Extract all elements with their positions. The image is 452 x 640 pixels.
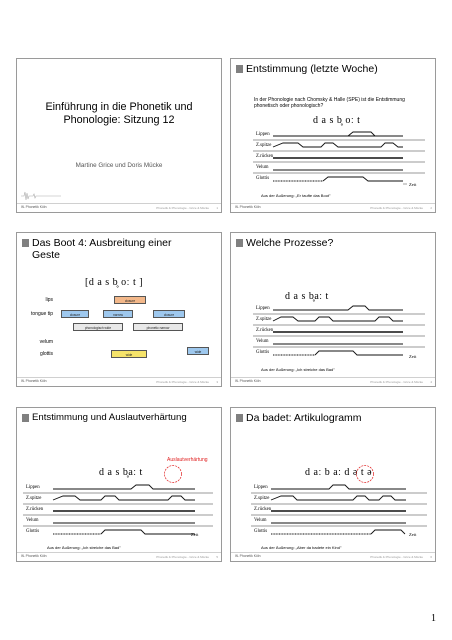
slide-1 (16, 58, 222, 213)
tier-label: Lippen (256, 132, 270, 137)
tier-label: Z.spitze (256, 143, 272, 148)
slide-footer: IfL Phonetik Köln Phonetik & Phonologie - Grice & Mücke 6 (231, 552, 435, 561)
highlight-circle (355, 464, 375, 484)
tier-label: Velum (256, 165, 269, 170)
tier-label: Z.spitze (254, 496, 270, 501)
tier-label: Velum (256, 339, 269, 344)
slide-footer: IfL Phonetik Köln Phonetik & Phonologie - Grice & Mücke 1 (17, 203, 221, 212)
bullet-square-icon (22, 414, 29, 422)
slide-title: Das Boot 4: Ausbreitung einer Geste (32, 237, 172, 261)
tier-label: Z.rücken (256, 328, 274, 333)
gesture-tier-label: glottis (39, 351, 53, 357)
bullet-square-icon (236, 239, 243, 247)
gesture-tier-label: tongue tip (31, 311, 53, 317)
articulogram (253, 130, 425, 190)
time-axis-label: Zeit (409, 532, 417, 537)
slide-title: Welche Prozesse? (246, 237, 334, 249)
time-axis-label: Zeit (191, 532, 199, 537)
tier-label: Z.spitze (256, 317, 272, 322)
slide-title: Entstimmung und Auslautverhärtung (32, 412, 187, 423)
slide-footer: IfL Phonetik Köln Phonetik & Phonologie - Grice & Mücke 4 (231, 377, 435, 386)
slide-caption: Aus der Äußerung: „Aber da badete ein Kind" (261, 545, 342, 550)
slide-footer: IfL Phonetik Köln Phonetik & Phonologie - Grice & Mücke 3 (17, 377, 221, 386)
tier-label: Z.spitze (26, 496, 42, 501)
gesture-box-wide: wide (187, 347, 209, 355)
slide-caption: Aus der Äußerung: „Er taufte das Boot" (261, 193, 331, 198)
tier-label: Velum (26, 518, 39, 523)
gesture-box-closure: closure (61, 310, 89, 318)
gesture-box-closure: closure (153, 310, 185, 318)
page-number: 1 (431, 613, 436, 624)
annotation-label: Auslautverhärtung (167, 457, 208, 463)
tier-label: Glottis (256, 350, 270, 355)
transcription: d a s b̥aː t (285, 291, 329, 302)
bullet-square-icon (22, 239, 29, 247)
slide-6 (230, 407, 436, 562)
slide-4 (230, 232, 436, 387)
waveform-logo (21, 190, 61, 202)
highlight-circle (163, 464, 183, 484)
slide-body: In der Phonologie nach Chomsky & Halle (SPE) ist die Entstimmung phonetisch oder phonologisch? (254, 97, 405, 109)
authors: Martine Grice und Doris Mücke (75, 162, 163, 169)
gesture-box-narrow: narrow (103, 310, 133, 318)
transcription: d a s b̥aː t (99, 467, 143, 478)
bullet-square-icon (236, 414, 243, 422)
slide-5 (16, 407, 222, 562)
tier-label: Glottis (254, 529, 268, 534)
gesture-box-wide: wide (111, 350, 147, 358)
slide-footer: IfL Phonetik Köln Phonetik & Phonologie - Grice & Mücke 5 (17, 552, 221, 561)
slide-title: Einführung in die Phonetik und Phonologie: Sitzung 12 (45, 101, 193, 126)
bullet-square-icon (236, 65, 243, 73)
tier-label: Velum (254, 518, 267, 523)
transcription: [d a s b̥ oː t ] (85, 277, 144, 288)
tier-label: Glottis (26, 529, 40, 534)
slide-caption: Aus der Äußerung: „Ich streiche das Bad" (261, 367, 335, 372)
gesture-tier-label: lips (45, 297, 53, 303)
tier-label: Lippen (26, 485, 40, 490)
gesture-box-closure: closure (114, 296, 146, 304)
time-axis-label: Zeit (409, 182, 417, 187)
gesture-box-phonological-wide: phonologisch wide (73, 323, 123, 331)
tier-label: Lippen (256, 306, 270, 311)
transcription: d aː b aː d ə t ə (305, 467, 373, 478)
articulogram (253, 304, 425, 364)
slide-caption: Aus der Äußerung: „Ich streiche das Bad" (47, 545, 121, 550)
tier-label: Z.rücken (254, 507, 272, 512)
gesture-tier-label: velum (39, 339, 53, 345)
slide-title: Entstimmung (letzte Woche) (246, 63, 378, 75)
transcription: d a s b̥ oː t (313, 115, 361, 126)
slide-title: Da badet: Artikulogramm (246, 412, 362, 424)
time-axis-label: Zeit (409, 354, 417, 359)
tier-label: Z.rücken (26, 507, 44, 512)
slide-3 (16, 232, 222, 387)
tier-label: Z.rücken (256, 154, 274, 159)
articulogram (23, 483, 213, 543)
slide-2 (230, 58, 436, 213)
slide-footer: IfL Phonetik Köln Phonetik & Phonologie - Grice & Mücke 2 (231, 203, 435, 212)
tier-label: Lippen (254, 485, 268, 490)
tier-label: Glottis (256, 176, 270, 181)
gesture-box-phonetic-narrow: phonetic narrow (133, 323, 183, 331)
articulogram (251, 483, 427, 543)
